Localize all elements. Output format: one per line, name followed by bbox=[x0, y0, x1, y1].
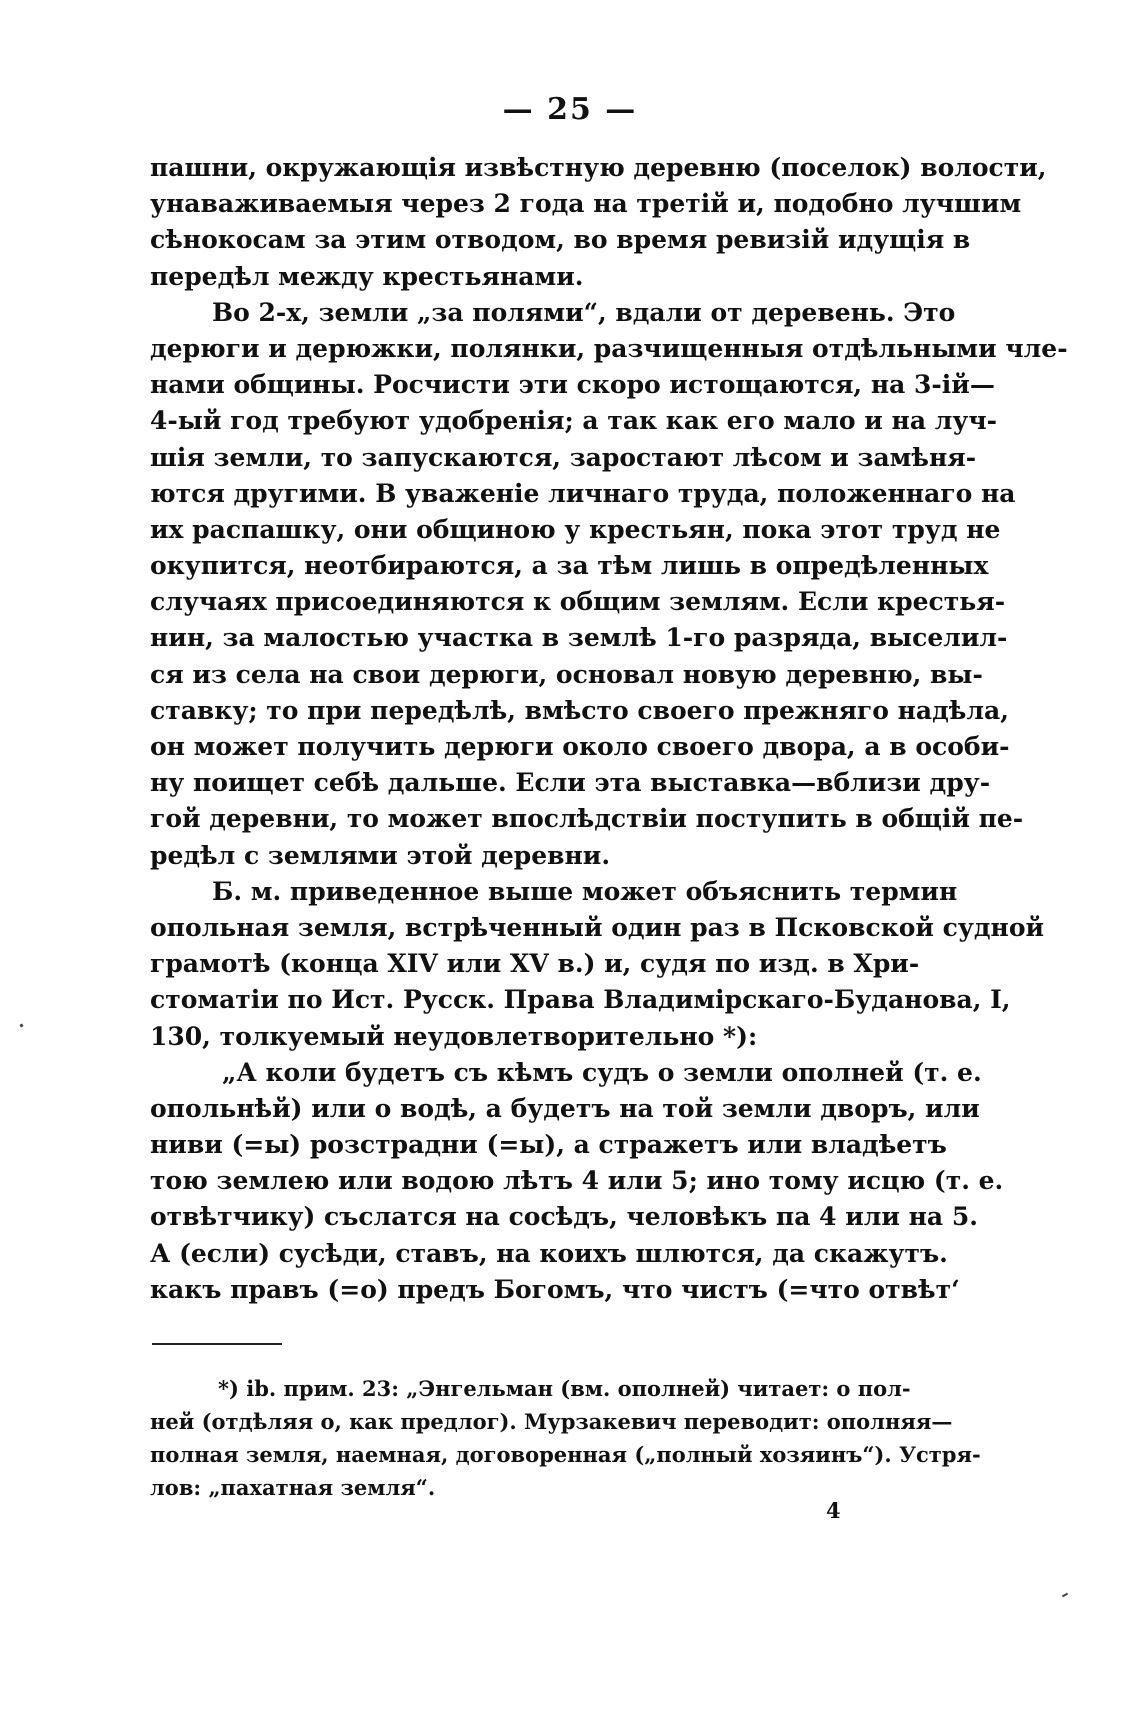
quote-line: А (если) сусѣди, ставъ, на коихъ шлются, да скажутъ. bbox=[150, 1238, 948, 1268]
text-line: нами общины. Росчисти эти скоро истощаются, на 3-ій— bbox=[150, 370, 995, 400]
text-line: передѣл между крестьянами. bbox=[150, 261, 584, 291]
text-line: окупится, неотбираются, а за тѣм лишь в опредѣленных bbox=[150, 551, 989, 581]
text-line: дерюги и дерюжки, полянки, разчищенныя отдѣльными чле- bbox=[150, 333, 1068, 363]
text-line: их распашку, они общиною у крестьян, пока этот труд не bbox=[150, 514, 1001, 544]
paper-speck bbox=[1062, 1593, 1068, 1598]
footnote-line: полная земля, наемная, договоренная („полный хозяинъ“). Устря- bbox=[150, 1442, 981, 1467]
text-line: унаваживаемыя через 2 года на третій и, подобно лучшим bbox=[150, 189, 1022, 219]
printer-signature-mark: 4 bbox=[826, 1498, 841, 1523]
main-text bbox=[150, 150, 1068, 1308]
text-line: опольная земля, встрѣченный один раз в Псковской судной bbox=[150, 912, 1045, 942]
text-line: ну поищет себѣ дальше. Если эта выставка—вблизи дру- bbox=[150, 768, 991, 798]
footnote bbox=[150, 1372, 981, 1504]
text-line: ставку; то при передѣлѣ, вмѣсто своего прежняго надѣла, bbox=[150, 695, 1009, 725]
text-line: он может получить дерюги около своего двора, а в особи- bbox=[150, 732, 1010, 761]
footnote-divider bbox=[152, 1343, 282, 1345]
quote-line: „А коли будетъ съ кѣмъ судъ о земли ополней (т. е. bbox=[222, 1057, 982, 1087]
footnote-line: ней (отдѣляя о, как предлог). Мурзакевич переводит: ополняя— bbox=[150, 1409, 953, 1434]
quote-line: отвѣтчику) съслатся на сосѣдъ, человѣкъ па 4 или на 5. bbox=[150, 1202, 978, 1232]
text-line: пашни, окружающія извѣстную деревню (поселок) волости, bbox=[150, 153, 1047, 182]
text-line: сѣнокосам за этим отводом, во время ревизій идущія в bbox=[150, 225, 971, 255]
quote-line: ниви (=ы) розстрадни (=ы), а стражетъ или владѣетъ bbox=[150, 1130, 947, 1160]
text-line: ются другими. В уваженіе личнаго труда, положеннаго на bbox=[150, 478, 1016, 508]
text-line: Во 2-х, земли „за полями“, вдали от деревень. Это bbox=[212, 297, 956, 327]
text-line: 130, толкуемый неудовлетворительно *): bbox=[150, 1021, 758, 1051]
footnote-line: лов: „пахатная земля“. bbox=[150, 1475, 436, 1500]
text-line: редѣл с землями этой деревни. bbox=[150, 840, 611, 870]
text-line: грамотѣ (конца XIV или XV в.) и, судя по изд. в Хри- bbox=[150, 949, 920, 979]
text-line: случаях присоединяются к общим землям. Если крестья- bbox=[150, 587, 1006, 617]
text-line: шія земли, то запускаются, заростают лѣсом и замѣня- bbox=[150, 442, 977, 472]
text-line: стоматіи по Ист. Русск. Права Владимірскаго-Буданова, I, bbox=[150, 985, 1011, 1015]
paper-speck bbox=[19, 1023, 23, 1027]
text-line: Б. м. приведенное выше может объяснить термин bbox=[212, 876, 958, 906]
text-line: ся из села на свои дерюги, основал новую деревню, вы- bbox=[150, 659, 983, 689]
text-line: 4-ый год требуют удобренія; а так как его мало и на луч- bbox=[150, 406, 998, 436]
text-line: нин, за малостью участка в землѣ 1-го разряда, выселил- bbox=[150, 623, 1008, 653]
quote-line: опольнѣй) или о водѣ, а будетъ на той земли дворъ, или bbox=[150, 1093, 980, 1123]
quote-line: тою землею или водою лѣтъ 4 или 5; ино тому исцю (т. е. bbox=[150, 1166, 1004, 1196]
quote-line: какъ правъ (=о) предъ Богомъ, что чистъ (=что отвѣт‘ bbox=[150, 1274, 960, 1304]
footnote-line: *) ib. прим. 23: „Энгельман (вм. ополней) читает: о пол- bbox=[218, 1376, 911, 1401]
page-number: — 25 — bbox=[502, 92, 638, 127]
text-line: гой деревни, то может впослѣдствіи поступить в общій пе- bbox=[150, 804, 1024, 834]
